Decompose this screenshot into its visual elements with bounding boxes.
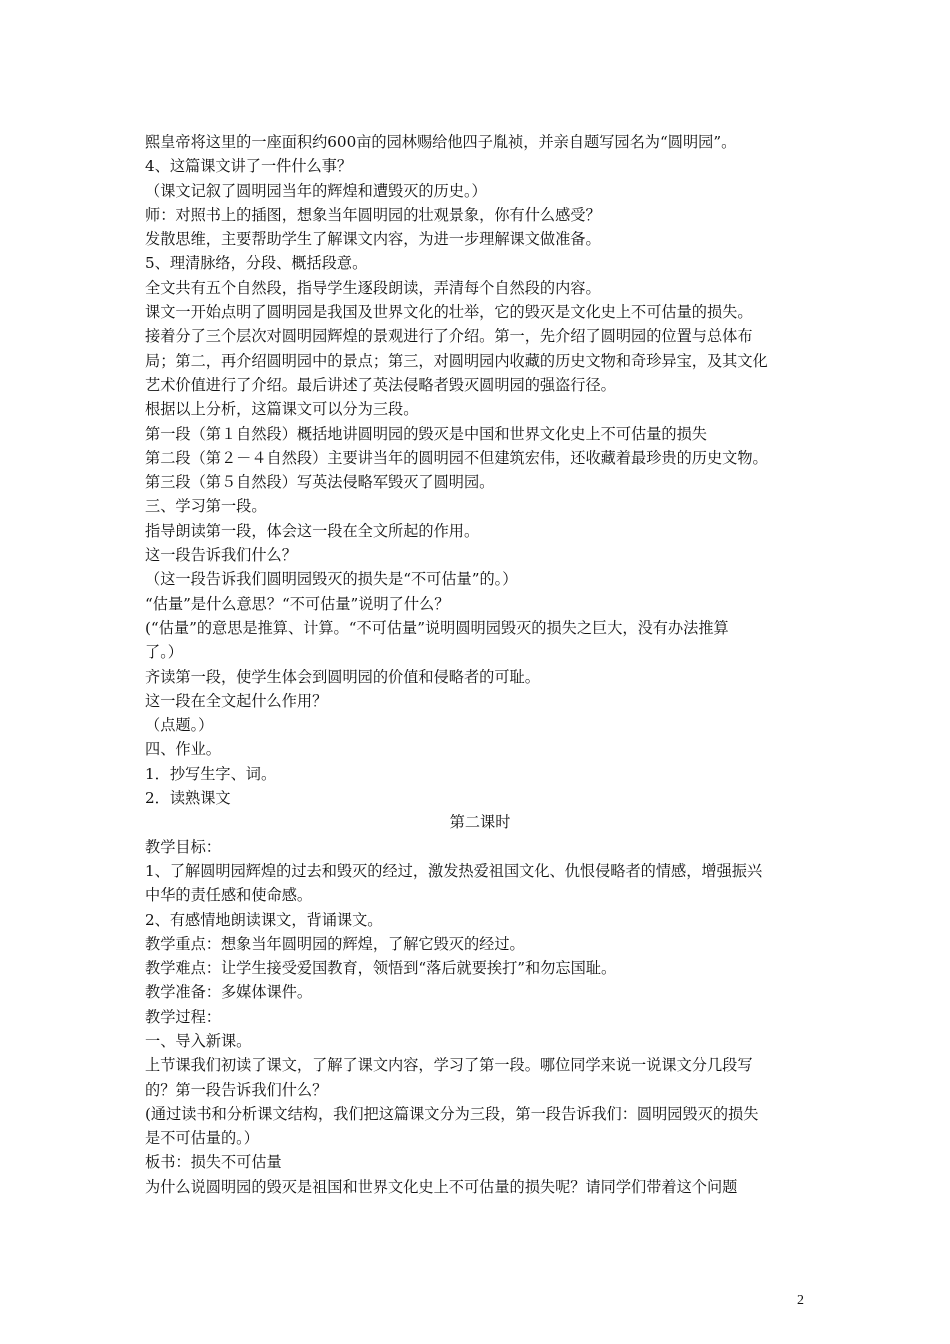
text-line: 教学重点：想象当年圆明园的辉煌，了解它毁灭的经过。: [145, 934, 525, 953]
section-heading: 三、学习第一段。: [145, 497, 267, 516]
text-line: 教学目标：: [145, 837, 221, 856]
text-line: 这一段告诉我们什么？: [145, 546, 297, 565]
text-line: (通过读书和分析课文结构，我们把这篇课文分为三段，第一段告诉我们：圆明园毁灭的损失: [145, 1104, 759, 1123]
lesson-title: 第二课时: [449, 813, 511, 832]
text-line: 了。）: [145, 643, 183, 662]
text-line: 中华的责任感和使命感。: [145, 886, 313, 905]
text-line: 4、这篇课文讲了一件什么事？: [145, 157, 353, 176]
text-line: 课文一开始点明了圆明园是我国及世界文化的壮举，它的毁灭是文化史上不可估量的损失。: [145, 303, 753, 322]
text-line: “估量”是什么意思？“不可估量”说明了什么？: [145, 594, 450, 613]
text-line: (“估量”的意思是推算、计算。“不可估量”说明圆明园毁灭的损失之巨大，没有办法推算: [145, 618, 729, 637]
text-line: 5、理清脉络，分段、概括段意。: [145, 254, 368, 273]
text-line: 第一段（第１自然段）概括地讲圆明园的毁灭是中国和世界文化史上不可估量的损失: [145, 424, 707, 443]
text-line: 教学准备：多媒体课件。: [145, 983, 313, 1002]
section-heading: 一、导入新课。: [145, 1031, 252, 1050]
text-line: 局；第二，再介绍圆明园中的景点；第三，对圆明园内收藏的历史文物和奇珍异宝，及其文化: [145, 351, 768, 370]
section-heading: 四、作业。: [145, 740, 221, 759]
text-line: 教学过程：: [145, 1007, 221, 1026]
text-line: 第三段（第５自然段）写英法侵略军毁灭了圆明园。: [145, 473, 495, 492]
text-line: （这一段告诉我们圆明园毁灭的损失是“不可估量”的。）: [145, 570, 518, 589]
text-line: 全文共有五个自然段，指导学生逐段朗读，弄清每个自然段的内容。: [145, 278, 601, 297]
text-line: 1、了解圆明园辉煌的过去和毁灭的经过，激发热爱祖国文化、仇恨侵略者的情感，增强振兴: [145, 861, 763, 880]
text-line: 板书：损失不可估量: [145, 1153, 282, 1172]
document-body: [145, 130, 815, 1199]
text-line: 的？第一段告诉我们什么？: [145, 1080, 328, 1099]
text-line: 齐读第一段，使学生体会到圆明园的价值和侵略者的可耻。: [145, 667, 540, 686]
text-line: 发散思维，主要帮助学生了解课文内容，为进一步理解课文做准备。: [145, 230, 601, 249]
text-line: 师：对照书上的插图，想象当年圆明园的壮观景象，你有什么感受？: [145, 205, 601, 224]
text-line: 为什么说圆明园的毁灭是祖国和世界文化史上不可估量的损失呢？请同学们带着这个问题: [145, 1177, 738, 1196]
text-line: 是不可估量的。）: [145, 1129, 259, 1148]
list-item: 2．读熟课文: [145, 789, 231, 808]
text-line: 熙皇帝将这里的一座面积约600亩的园林赐给他四子胤祯，并亲自题写园名为“圆明园”。: [145, 133, 737, 151]
text-line: 艺术价值进行了介绍。最后讲述了英法侵略者毁灭圆明园的强盗行径。: [145, 375, 616, 394]
list-item: 1．抄写生字、词。: [145, 764, 277, 783]
text-line: 根据以上分析，这篇课文可以分为三段。: [145, 400, 419, 419]
text-line: 接着分了三个层次对圆明园辉煌的景观进行了介绍。第一，先介绍了圆明园的位置与总体布: [145, 327, 753, 346]
text-line: （课文记叙了圆明园当年的辉煌和遭毁灭的历史。）: [145, 181, 487, 200]
text-line: 2、有感情地朗读课文，背诵课文。: [145, 910, 383, 929]
text-line: 第二段（第２－４自然段）主要讲当年的圆明园不但建筑宏伟，还收藏着最珍贵的历史文物。: [145, 448, 768, 467]
page-number: 2: [797, 1293, 804, 1308]
text-line: 这一段在全文起什么作用？: [145, 691, 328, 710]
text-line: 上节课我们初读了课文，了解了课文内容，学习了第一段。哪位同学来说一说课文分几段写: [145, 1056, 753, 1075]
text-line: 指导朗读第一段，体会这一段在全文所起的作用。: [145, 521, 480, 540]
text-line: （点题。）: [145, 716, 214, 735]
text-line: 教学难点：让学生接受爱国教育，领悟到“落后就要挨打”和勿忘国耻。: [145, 959, 617, 978]
